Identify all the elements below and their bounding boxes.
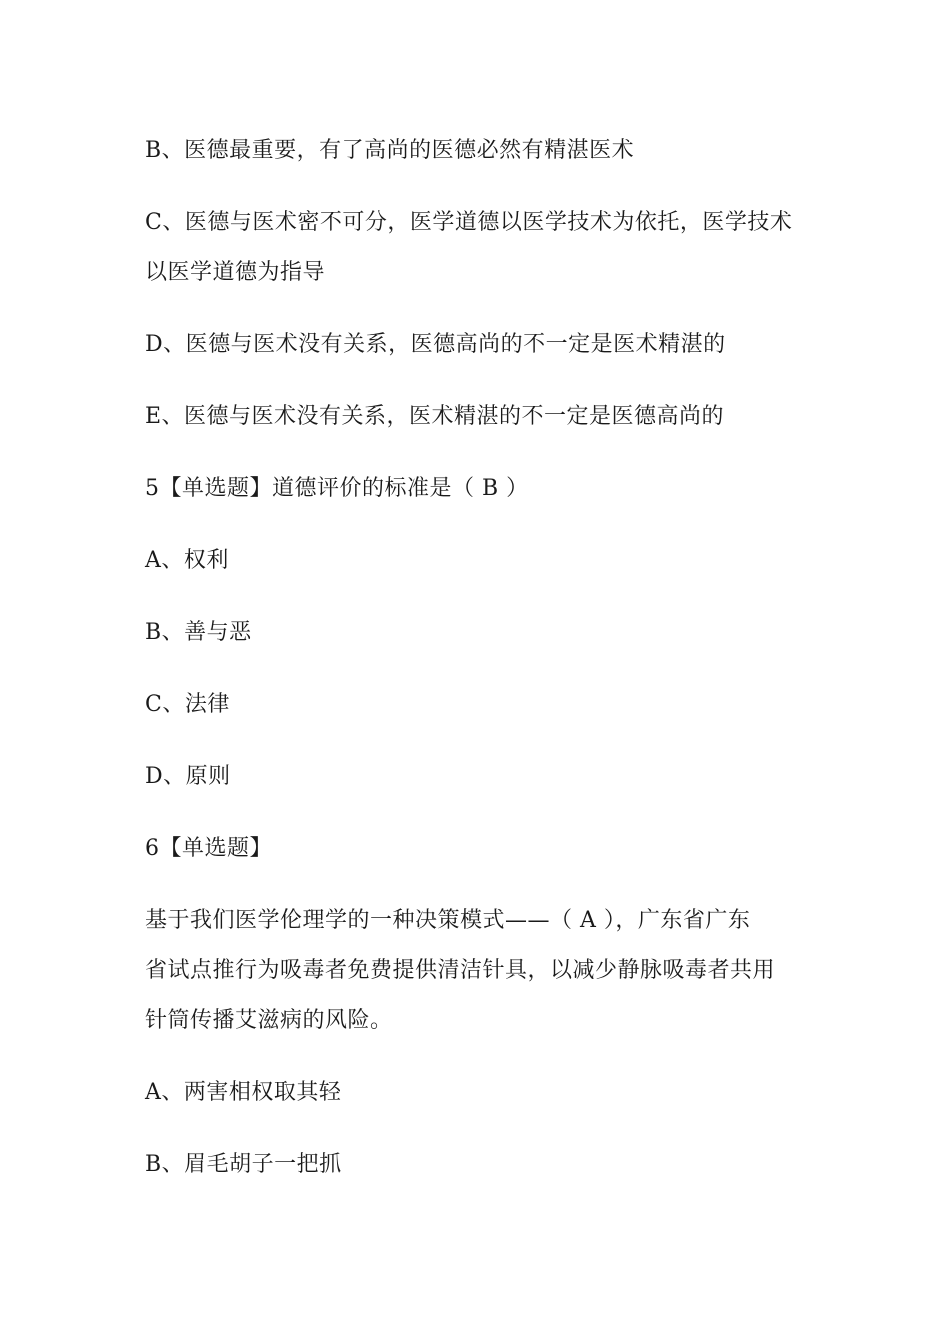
q4-option-d: D、医德与医术没有关系，医德高尚的不一定是医术精湛的 <box>145 332 726 357</box>
q4-option-c-line2: 以医学道德为指导 <box>145 260 326 285</box>
q6-question-line3: 针筒传播艾滋病的风险。 <box>145 1008 393 1033</box>
q6-option-a: A、两害相权取其轻 <box>145 1080 342 1105</box>
q5-option-a: A、权利 <box>145 548 229 573</box>
q6-question-line2: 省试点推行为吸毒者免费提供清洁针具，以减少静脉吸毒者共用 <box>145 958 776 983</box>
q4-option-c-line1: C、医德与医术密不可分，医学道德以医学技术为依托，医学技术 <box>145 210 793 235</box>
q4-option-e: E、医德与医术没有关系，医术精湛的不一定是医德高尚的 <box>145 404 725 429</box>
q6-question-line1: 基于我们医学伦理学的一种决策模式——（ A ），广东省广东 <box>145 908 751 933</box>
q5-option-c: C、法律 <box>145 692 230 717</box>
q5-question: 5【单选题】道德评价的标准是（ B ） <box>145 476 529 501</box>
q6-header: 6【单选题】 <box>145 836 272 861</box>
q4-option-b: B、医德最重要，有了高尚的医德必然有精湛医术 <box>145 138 635 163</box>
q5-option-d: D、原则 <box>145 764 231 789</box>
q5-option-b: B、善与恶 <box>145 620 252 645</box>
q6-option-b: B、眉毛胡子一把抓 <box>145 1152 342 1177</box>
